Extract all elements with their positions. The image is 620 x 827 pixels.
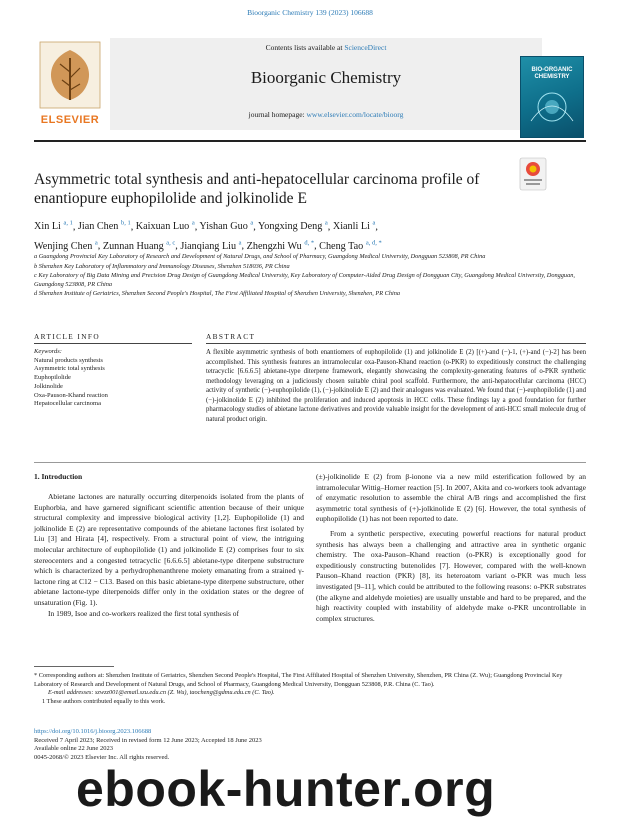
author[interactable]: Jian Chen $^{b, 1}$ bbox=[77, 220, 131, 233]
paper-title: Asymmetric total synthesis and anti-hepatocellular carcinoma profile of enantiopure euphopilolide and jolkinolide E bbox=[34, 171, 480, 207]
affiliation: a Guangdong Provincial Key Laboratory of Research and Development of Natural Drugs, and School of Pharmacy, Guangdong Medical University, Dongguan 523808, PR China bbox=[34, 253, 486, 260]
keyword: Hepatocellular carcinoma bbox=[34, 400, 101, 408]
header-rule bbox=[34, 140, 586, 142]
author[interactable]: Wenjing Chen $^a$ bbox=[34, 239, 98, 252]
author[interactable]: Yishan Guo $^a$ bbox=[199, 220, 254, 233]
journal-cover-image bbox=[520, 56, 584, 138]
homepage-line: journal homepage: www.elsevier.com/locate/bioorg bbox=[248, 110, 404, 119]
authors-line-1: Xin Li $^{a, 1}$, Jian Chen $^{b, 1}$, Kaixuan Luo $^a$, Yishan Guo $^a$, Yongxing Deng $^a$, Xianli Li $^a$, bbox=[34, 220, 378, 233]
introduction-heading: 1. Introduction bbox=[34, 472, 83, 481]
article-info-rule bbox=[34, 343, 192, 344]
doi-link[interactable]: https://doi.org/10.1016/j.bioorg.2023.106688 bbox=[34, 728, 152, 735]
author[interactable]: Yongxing Deng $^a$ bbox=[257, 220, 328, 233]
author[interactable]: Cheng Tao $^{a, d, *}$ bbox=[319, 239, 382, 252]
footnote-equal-contribution: 1 These authors contributed equally to this work. bbox=[42, 697, 166, 705]
author[interactable]: Zhengzhi Wu $^{d, *}$ bbox=[246, 239, 315, 252]
abstract-rule bbox=[206, 343, 586, 344]
body-column-left bbox=[34, 492, 304, 619]
keywords-block bbox=[34, 348, 184, 409]
cover-title: BIO-ORGANIC CHEMISTRY bbox=[531, 67, 573, 80]
journal-banner bbox=[34, 38, 586, 134]
received-dates: Received 7 April 2023; Received in revised form 12 June 2023; Accepted 18 June 2023 bbox=[34, 736, 262, 744]
article-info-heading: ARTICLE INFO bbox=[34, 332, 101, 341]
journal-reference[interactable]: Bioorganic Chemistry 139 (2023) 106688 bbox=[247, 8, 373, 17]
footnotes bbox=[34, 672, 586, 706]
watermark-text: ebook-hunter.org bbox=[76, 761, 496, 817]
author[interactable]: Kaixuan Luo $^a$ bbox=[135, 220, 195, 233]
affiliation: b Shenzhen Key Laboratory of Inflammatory and Immunology Diseases, Shenzhen 518036, PR China bbox=[34, 262, 290, 270]
authors-line-2: Wenjing Chen $^a$, Zunnan Huang $^{a, c}$, Jianqiang Liu $^a$, Zhengzhi Wu $^{d, *}$, Cheng Tao $^{a, d, *}$ bbox=[34, 239, 382, 252]
paragraph: From a synthetic perspective, executing powerful reactions for natural product synthesis has always been a challenging and attractive area in synthetic organic chemistry. The oxa-Pauson–Khand reaction (o-PKR) is exceptionally good for expeditiously constructing butenolides [7]. However, compared with the well-known Pauson–Khand reaction (PKR) [8], its heteroatom variant o-PKR was much less investigated [9–11], which could be attributed to the following reasons: o-PKR substrates (the alkyne and aldehyde moieties) are usually unstable and hard to be prepared, and the high reactivity coupled with instability of aldehyde make o-PKR uncontrollable in complex structures. bbox=[316, 528, 586, 623]
keyword: Jolkinolide bbox=[34, 382, 63, 390]
abstract-text: A flexible asymmetric synthesis of both enantiomers of euphopilolide (1) and jolkinolide E (2) [(+)-and (−)-1, (+)-and (−)-2] has been accomplished. This synthesis features an intramolecular oxa-Pauson-Khand reaction (o-PKR) to expeditiously construct the challenging tetracyclic [6.6.6.5] abietane-type diterpene framework, elegantly showcasing the complexity-generating features of o-PKR synthetic methodology leveraging on a judiciously chosen suitable chiral pool scaffold. Furthermore, the anti-hepatocellular carcinoma (HCC) activity of synthetic (−)-euphopilolide (1), (−)-jolkinolide E (2) and their analogues was evaluated. We found that (−)-euphopilolide (1) and (−)-jolkinolide E (2) inhibited the proliferation and induced apoptosis in HCC cells. These findings lay a good foundation for further pharmacology studies of abietane lactone derivatives and provide valuable insight for the development of anti-HCC small molecule drug of natural product origin. bbox=[206, 349, 586, 423]
affiliations bbox=[34, 253, 584, 300]
homepage-link[interactable]: www.elsevier.com/locate/bioorg bbox=[306, 110, 404, 119]
paragraph: Abietane lactones are naturally occurring diterpenoids isolated from the plants of Euphorbia, and have garnered significant scientific attention because of their unique structural complexity and impressive biological activity [1,2]. Euphopilolide (1) and jolkinolide E (2) are representative compounds of the abietane lactones first isolated by Liu [3] and Hirata [4], respectively. From a structural point of view, the intriguing molecular architecture of euphopilolide (1) and jolkinolide E (2) comprises four to six stereocenters and a congested tetracyclic [6.6.6.5] abietane-type diterpene substructure which is characterized by a perhydrophenanthrene moiety emanating from a strained γ-lactone ring at C12 − C13. Based on this basic abietane-type diterpene substructure, other abietane lactone-type diterpenoids differ only in the oxidation states or the degree of unsaturation (Fig. 1). bbox=[34, 492, 304, 607]
keywords-label: Keywords: bbox=[34, 348, 62, 355]
available-online: Available online 22 June 2023 bbox=[34, 745, 113, 752]
affiliation: c Key Laboratory of Big Data Mining and Precision Drug Design of Guangdong Medical University, Key Laboratory of Computer-Aided Drug Design of Dongguan City, Guangdong Medical University, Dongguan, Guangdong 523808, PR China bbox=[34, 272, 575, 288]
affiliation: d Shenzhen Institute of Geriatrics, Shenzhen Second People's Hospital, The First Affiliated Hospital of Shenzhen University, Shenzhen, PR China bbox=[34, 290, 401, 298]
author-list bbox=[34, 216, 594, 255]
keyword: Natural products synthesis bbox=[34, 356, 103, 364]
paragraph: In 1989, Isoe and co-workers realized the first total synthesis of bbox=[48, 608, 239, 618]
body-column-right bbox=[316, 472, 586, 624]
keyword: Asymmetric total synthesis bbox=[34, 365, 105, 373]
footnote-rule bbox=[34, 666, 114, 667]
copyright: 0045-2068/© 2023 Elsevier Inc. All rights reserved. bbox=[34, 753, 170, 761]
footnote-corresponding: * Corresponding authors at: Shenzhen Institute of Geriatrics, Shenzhen Second People's Hospital, The First Affiliated Hospital of Shenzhen University, Shenzhen, PR China (Z. Wu); Guangdong Provincial Key Laboratory of Research and Development of Natural Drugs, and School of Pharmacy, Guangdong Medical University, Dongguan 523808, P.R. China (C. Tao). bbox=[34, 672, 563, 688]
footnote-email[interactable]: E-mail addresses: szwzz001@email.szu.edu.cn (Z. Wu), taocheng@gdmu.edu.cn (C. Tao). bbox=[48, 689, 275, 697]
author[interactable]: Zunnan Huang $^{a, c}$ bbox=[102, 239, 176, 252]
abstract-bottom-rule bbox=[34, 462, 586, 463]
publisher-name: ELSEVIER bbox=[40, 114, 100, 126]
paragraph: (±)-jolkinolide E (2) from β-ionone via a new mild esterification followed by an intramolecular Wittig–Horner reaction [5]. In 2007, Akita and co-workers took advantage of enzymatic resolution to assemble the chiral A/B rings and accomplished the first asymmetric total synthesis of (+)-jolkinolide E (2) [6]. However, the total synthesis of euphopilolide (1) has not been reported to date. bbox=[316, 472, 586, 524]
sciencedirect-link[interactable]: ScienceDirect bbox=[344, 43, 387, 52]
abstract-heading: ABSTRACT bbox=[206, 332, 256, 341]
keyword: Oxa-Pauson-Khand reaction bbox=[34, 391, 108, 399]
author[interactable]: Jianqiang Liu $^a$ bbox=[180, 239, 242, 252]
publication-info bbox=[34, 728, 434, 762]
check-for-updates-icon[interactable] bbox=[516, 157, 550, 191]
author[interactable]: Xianli Li $^a$ bbox=[332, 220, 376, 233]
author[interactable]: Xin Li $^{a, 1}$ bbox=[34, 220, 73, 233]
keyword: Euphopilolide bbox=[34, 374, 71, 382]
contents-line: Contents lists available at ScienceDirect bbox=[265, 43, 387, 52]
journal-title: Bioorganic Chemistry bbox=[250, 68, 402, 87]
journal-header-box bbox=[110, 38, 542, 130]
